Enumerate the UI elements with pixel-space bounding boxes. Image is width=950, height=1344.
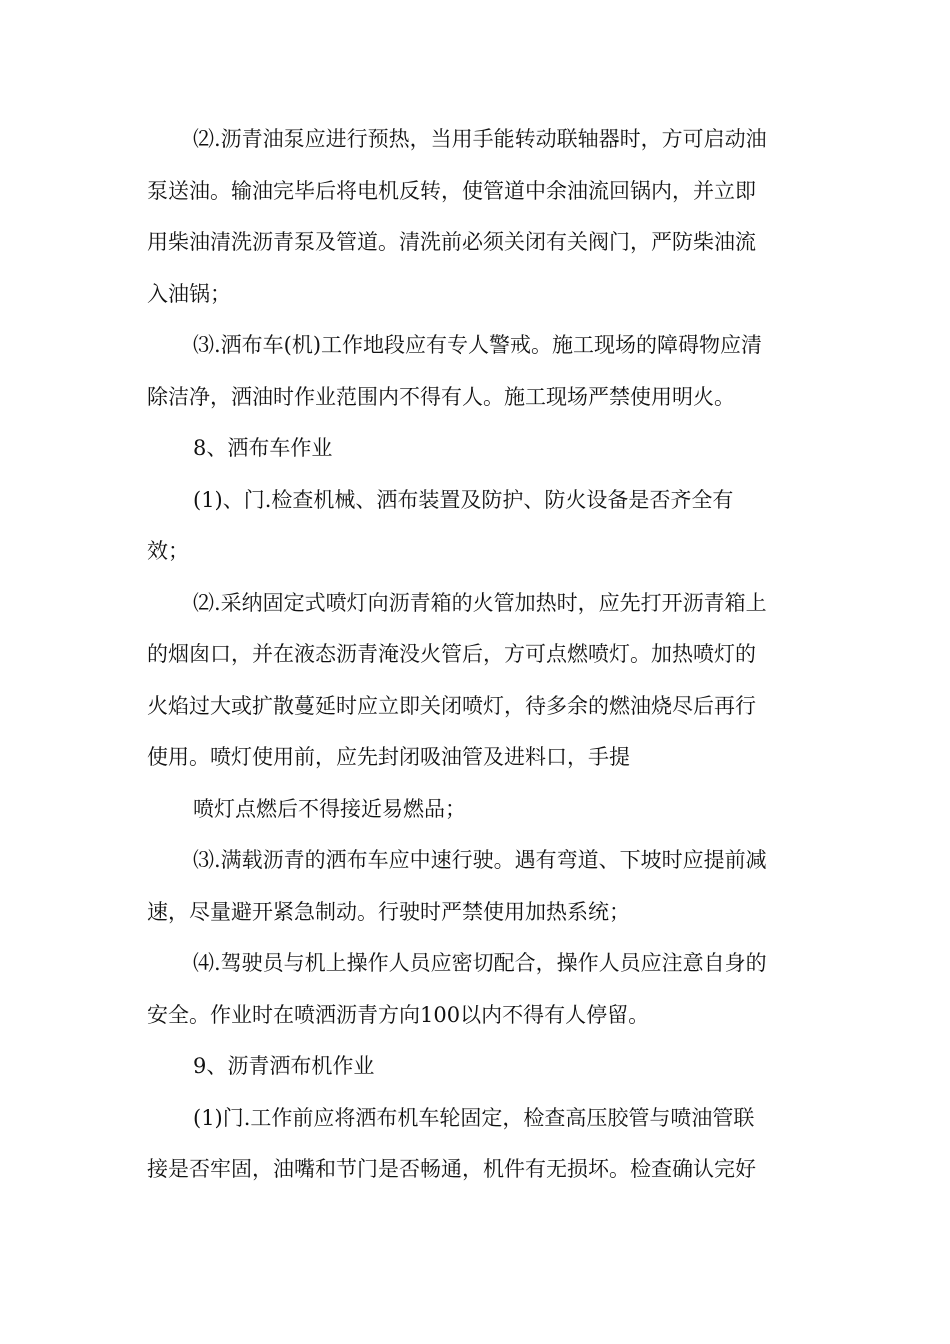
paragraph-sprayer-guard <box>147 320 809 423</box>
paragraph-loaded-driving <box>147 835 809 938</box>
text-line: (1)、门.检查机械、洒布装置及防护、防火设备是否齐全有 <box>193 487 734 512</box>
text-line: ⑶.满载沥青的洒布车应中速行驶。遇有弯道、下坡时应提前减 <box>193 848 767 872</box>
text-line: 安全。作业时在喷洒沥青方向100以内不得有人停留。 <box>147 1002 650 1027</box>
text-line: 使用。喷灯使用前，应先封闭吸油管及进料口，手提 <box>147 745 630 769</box>
paragraph-pump-preheat <box>147 114 809 320</box>
paragraph-blowtorch-heating <box>147 578 809 784</box>
text-line: 接是否牢固，油嘴和节门是否畅通，机件有无损坏。检查确认完好 <box>147 1157 756 1181</box>
text-line: ⑶.洒布车(机)工作地段应有专人警戒。施工现场的障碍物应清 <box>193 333 763 357</box>
paragraph-distributor-prep <box>147 1093 809 1196</box>
text-line: ⑷.驾驶员与机上操作人员应密切配合，操作人员应注意自身的 <box>193 951 767 975</box>
paragraph-inspect-equipment <box>147 475 809 578</box>
paragraph-operator-safety <box>147 938 809 1041</box>
section-heading-8 <box>147 423 809 475</box>
section-heading-text: 8、洒布车作业 <box>193 436 333 460</box>
paragraph-blowtorch-continued <box>147 784 809 836</box>
section-heading-9 <box>147 1041 809 1093</box>
text-line: ⑵.沥青油泵应进行预热，当用手能转动联轴器时，方可启动油 <box>193 127 767 151</box>
text-line: 入油锅； <box>147 281 231 306</box>
text-line: 效； <box>147 539 189 563</box>
text-line: (1)门.工作前应将洒布机车轮固定，检查高压胶管与喷油管联 <box>193 1105 755 1130</box>
text-line: ⑵.采纳固定式喷灯向沥青箱的火管加热时，应先打开沥青箱上 <box>193 590 767 615</box>
document-body <box>147 114 809 1196</box>
text-line: 用柴油清洗沥青泵及管道。清洗前必须关闭有关阀门，严防柴油流 <box>147 230 756 254</box>
text-line: 速，尽量避开紧急制动。行驶时严禁使用加热系统； <box>147 899 630 924</box>
section-heading-text: 9、沥青洒布机作业 <box>193 1054 375 1078</box>
text-line: 喷灯点燃后不得接近易燃品； <box>193 796 466 821</box>
text-line: 的烟囱口，并在液态沥青淹没火管后，方可点燃喷灯。加热喷灯的 <box>147 642 756 666</box>
text-line: 泵送油。输油完毕后将电机反转，使管道中余油流回锅内，并立即 <box>147 178 756 203</box>
text-line: 除洁净，洒油时作业范围内不得有人。施工现场严禁使用明火。 <box>147 384 735 409</box>
text-line: 火焰过大或扩散蔓延时应立即关闭喷灯，待多余的燃油烧尽后再行 <box>147 693 756 718</box>
